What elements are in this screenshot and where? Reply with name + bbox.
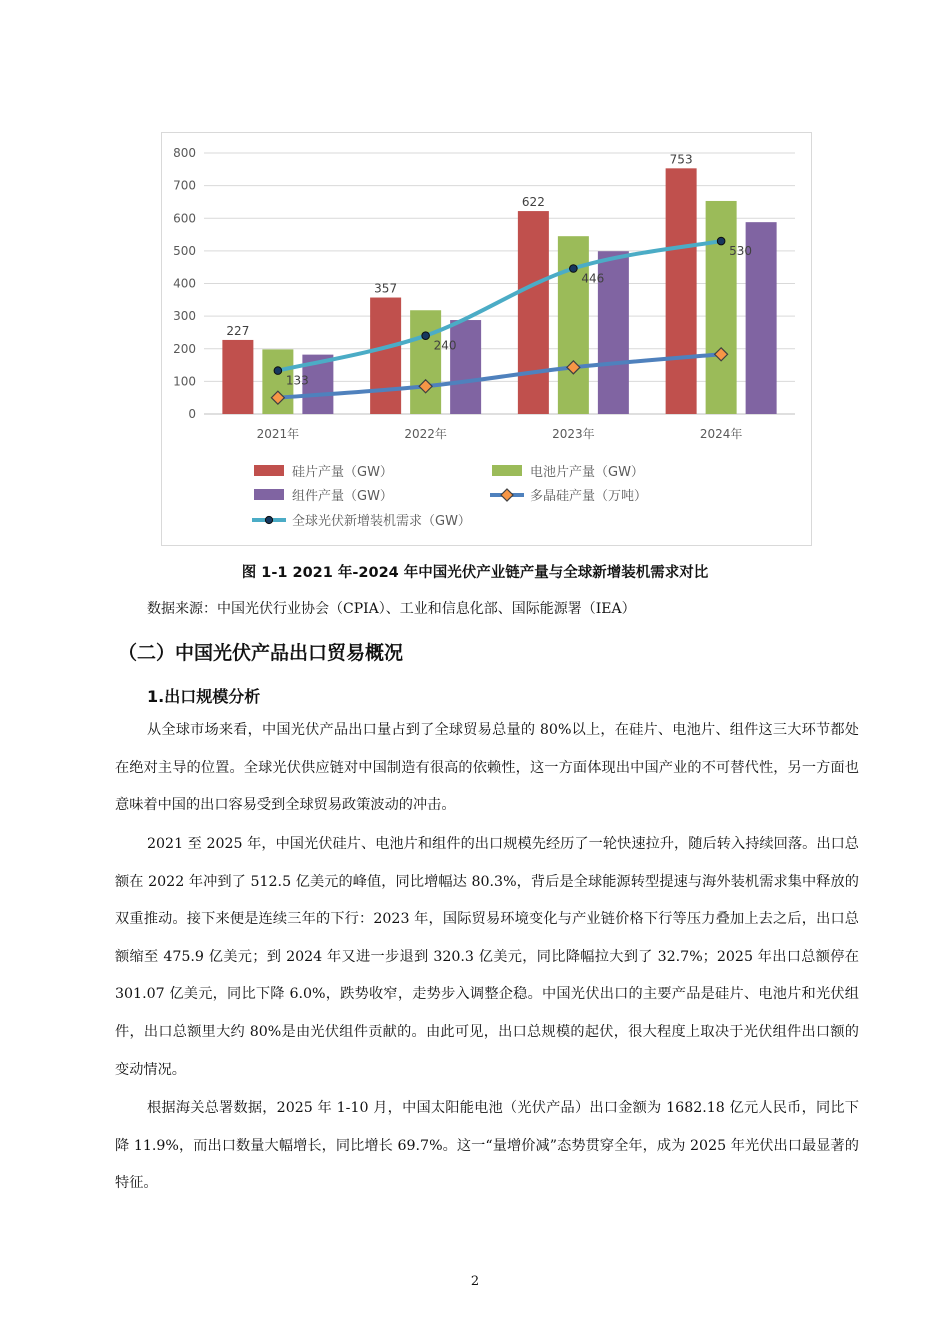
paragraph-1: 从全球市场来看，中国光伏产品出口量占到了全球贸易总量的 80%以上，在硅片、电池片、组件这三大环节都处在绝对主导的位置。全球光伏供应链对中国制造有很高的依赖性，这一方面体现出中国产业的不可替代性，另一方面也意味着中国的出口容易受到全球贸易政策波动的冲击。 bbox=[115, 722, 859, 814]
x-tick-label: 2021年 bbox=[256, 427, 300, 441]
legend-swatch bbox=[254, 489, 284, 500]
legend-marker bbox=[501, 489, 513, 501]
line-data-label: 446 bbox=[581, 271, 605, 286]
x-tick-label: 2024年 bbox=[699, 427, 743, 441]
line-point-marker bbox=[274, 367, 282, 375]
paragraph-2: 2021 至 2025 年，中国光伏硅片、电池片和组件的出口规模先经历了一轮快速拉升，随后转入持续回落。出口总额在 2022 年冲到了 512.5 亿美元的峰值，同比增幅达 80.3%，背后是全球能源转型提速与海外装机需求集中释放的双重推动。接下来便是连续三年的下行：2023 年，国际贸易环境变化与产业链价格下行等压力叠加上去之后，出口总额缩至 475.9 亿美元；到 2024 年又进一步退到 320.3 亿美元，同比降幅拉大到了 32.7%；2025 年出口总额停在 301.07 亿美元，同比下降 6.0%，跌势收窄，走势步入调整企稳。中国光伏出口的主要产品是硅片、电池片和光伏组件，出口总额里大约 80%是由光伏组件贡献的。由此可见，出口总规模的起伏，很大程度上取决于光伏组件出口额的变动情况。 bbox=[115, 836, 859, 1078]
bar bbox=[222, 340, 253, 414]
y-tick-label: 0 bbox=[188, 407, 196, 421]
bar bbox=[666, 168, 697, 414]
chart-container bbox=[161, 132, 812, 546]
bar-data-label: 753 bbox=[669, 152, 693, 167]
legend-label: 多晶硅产量（万吨） bbox=[530, 489, 648, 504]
legend-swatch bbox=[492, 465, 522, 476]
subsection-heading: 1.出口规模分析 bbox=[147, 687, 261, 706]
bar-data-label: 622 bbox=[521, 195, 545, 210]
page-number: 2 bbox=[470, 1274, 480, 1289]
y-tick-label: 500 bbox=[173, 243, 196, 258]
y-tick-label: 400 bbox=[173, 276, 196, 291]
legend-label: 电池片产量（GW） bbox=[530, 465, 644, 480]
line-point-marker bbox=[422, 332, 430, 340]
line-point-marker bbox=[570, 265, 578, 273]
bar-data-label: 357 bbox=[374, 281, 398, 296]
legend-label: 全球光伏新增装机需求（GW） bbox=[292, 514, 471, 529]
bar bbox=[706, 201, 737, 414]
paragraph-3: 根据海关总署数据，2025 年 1-10 月，中国太阳能电池（光伏产品）出口金额为 1682.18 亿元人民币，同比下降 11.9%，而出口数量大幅增长，同比增长 69.7%。这一“量增价减”态势贯穿全年，成为 2025 年光伏出口最显著的特征。 bbox=[115, 1100, 859, 1192]
figure-caption: 图 1-1 2021 年-2024 年中国光伏产业链产量与全球新增装机需求对比 bbox=[241, 565, 709, 581]
legend-marker bbox=[265, 516, 272, 523]
legend-label: 组件产量（GW） bbox=[292, 489, 393, 504]
line-data-label: 133 bbox=[285, 373, 309, 388]
section-heading: （二）中国光伏产品出口贸易概况 bbox=[118, 642, 404, 664]
y-tick-label: 300 bbox=[173, 309, 196, 324]
bar bbox=[450, 320, 481, 414]
series-line bbox=[278, 241, 721, 371]
y-tick-label: 700 bbox=[173, 178, 196, 193]
line-data-label: 530 bbox=[729, 244, 753, 259]
bar bbox=[558, 236, 589, 414]
y-tick-label: 800 bbox=[173, 146, 196, 160]
y-tick-label: 100 bbox=[173, 374, 196, 389]
legend-label: 硅片产量（GW） bbox=[292, 465, 393, 480]
bar bbox=[370, 298, 401, 414]
data-source: 数据来源：中国光伏行业协会（CPIA）、工业和信息化部、国际能源署（IEA） bbox=[147, 601, 636, 617]
x-tick-label: 2022年 bbox=[404, 427, 447, 441]
bar bbox=[518, 211, 549, 414]
legend-swatch bbox=[254, 465, 284, 476]
x-tick-label: 2023年 bbox=[552, 427, 595, 441]
bar-data-label: 227 bbox=[226, 323, 250, 338]
y-tick-label: 600 bbox=[173, 211, 196, 226]
series-line bbox=[278, 354, 721, 397]
y-tick-label: 200 bbox=[173, 341, 196, 356]
line-point-marker bbox=[717, 237, 725, 245]
line-data-label: 240 bbox=[433, 338, 457, 353]
production-demand-chart bbox=[162, 133, 813, 547]
bar bbox=[410, 310, 441, 414]
